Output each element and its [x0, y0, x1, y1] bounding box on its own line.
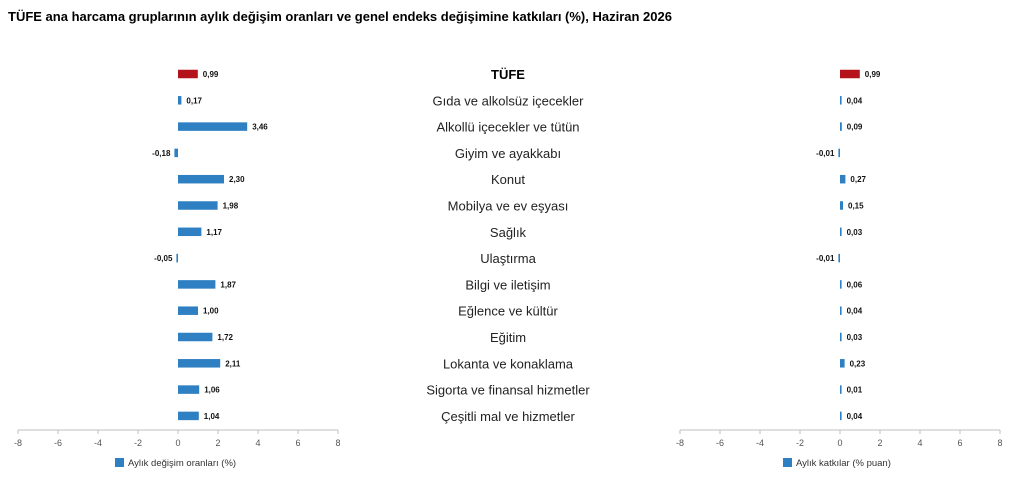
category-label: Gıda ve alkolsüz içecekler	[432, 93, 584, 109]
contribution-value-label: 0,01	[846, 385, 863, 395]
change-value-label: 1,04	[203, 411, 220, 421]
contribution-bar	[840, 201, 843, 210]
category-label: Sağlık	[489, 224, 527, 240]
category-label: Mobilya ve ev eşyası	[447, 198, 569, 214]
contribution-value-label: 0,04	[846, 96, 863, 106]
change-bar	[178, 412, 199, 421]
category-labels	[426, 67, 590, 424]
change-bar	[178, 280, 215, 289]
contribution-tick-label: 2	[877, 438, 883, 448]
contribution-value-label: 0,09	[846, 122, 863, 132]
contribution-value-label: 0,04	[846, 411, 863, 421]
change-legend-label: Aylık değişim oranları (%)	[128, 458, 237, 469]
category-label: Sigorta ve finansal hizmetler	[426, 382, 590, 398]
contribution-bar	[840, 122, 842, 131]
contribution-tick-label: -2	[795, 438, 805, 448]
change-tick-label: 4	[255, 438, 261, 448]
contribution-value-label: -0,01	[816, 254, 835, 264]
contribution-bar	[840, 280, 842, 289]
contribution-tick-label: -6	[715, 438, 725, 448]
contribution-bar	[838, 254, 840, 263]
change-bar	[178, 175, 224, 184]
left-panel-change-rates	[14, 70, 341, 469]
change-value-label: 1,98	[222, 201, 239, 211]
contribution-tick-label: -4	[755, 438, 765, 448]
change-tick-label: 2	[215, 438, 221, 448]
contribution-bar	[840, 412, 842, 421]
contribution-value-label: 0,27	[850, 175, 866, 185]
contribution-tick-label: 8	[997, 438, 1003, 448]
contribution-value-label: 0,15	[848, 201, 864, 211]
contribution-legend-swatch	[783, 458, 792, 467]
change-value-label: -0,18	[152, 148, 171, 158]
change-value-label: 1,87	[220, 280, 236, 290]
contribution-bar	[840, 175, 845, 184]
change-value-label: 0,17	[186, 96, 202, 106]
contribution-value-label: 0,03	[846, 227, 863, 237]
contribution-legend-label: Aylık katkılar (% puan)	[796, 458, 891, 469]
contribution-bar	[840, 228, 842, 237]
change-bar	[178, 385, 199, 394]
change-tick-label: -8	[13, 438, 23, 448]
contribution-value-label: 0,99	[864, 70, 881, 79]
contribution-tick-label: 0	[837, 438, 843, 448]
change-bar	[178, 201, 218, 210]
category-label: Konut	[491, 172, 525, 188]
change-value-label: 3,46	[252, 122, 268, 132]
contribution-value-label: 0,03	[846, 333, 863, 342]
change-value-label: 0,99	[202, 70, 219, 79]
contribution-bar	[840, 70, 860, 79]
change-bar	[178, 122, 247, 131]
change-tick-label: 8	[335, 438, 341, 448]
change-value-label: -0,05	[154, 254, 173, 264]
contribution-bar	[840, 385, 842, 394]
category-label: Eğitim	[489, 330, 527, 345]
category-label: TÜFE	[491, 67, 525, 82]
change-tick-label: 0	[175, 438, 181, 448]
right-panel-contributions	[676, 70, 1003, 469]
category-label: Alkollü içecekler ve tütün	[436, 119, 580, 135]
change-bar	[178, 306, 198, 315]
change-bar	[174, 149, 178, 158]
change-bar	[178, 359, 220, 368]
change-value-label: 2,11	[225, 359, 241, 369]
change-tick-label: -2	[133, 438, 143, 448]
contribution-bar	[840, 306, 842, 315]
change-bar	[178, 70, 198, 79]
contribution-bar	[840, 96, 842, 105]
change-value-label: 1,17	[206, 227, 222, 237]
change-bar	[178, 333, 212, 342]
category-label: Ulaştırma	[480, 251, 536, 267]
change-bar	[178, 96, 181, 105]
change-tick-label: -4	[93, 438, 103, 448]
category-label: Bilgi ve iletişim	[465, 277, 551, 293]
chart-title: TÜFE ana harcama gruplarının aylık değişim oranları ve genel endeks değişimine katkıları (%), Haziran 2026	[8, 9, 672, 24]
change-bar	[178, 228, 201, 237]
contribution-tick-label: -8	[675, 438, 685, 448]
category-label: Çeşitli mal ve hizmetler	[441, 408, 575, 424]
change-tick-label: 6	[295, 438, 301, 448]
contribution-bar	[840, 359, 845, 368]
change-value-label: 1,00	[203, 306, 219, 316]
change-tick-label: -6	[53, 438, 63, 448]
change-bar	[176, 254, 178, 263]
category-label: Lokanta ve konaklama	[442, 356, 574, 372]
change-legend-swatch	[115, 458, 124, 467]
category-label: Giyim ve ayakkabı	[454, 145, 562, 161]
contribution-bar	[840, 333, 842, 342]
contribution-value-label: 0,06	[846, 280, 863, 290]
change-value-label: 1,72	[217, 333, 233, 342]
change-value-label: 1,06	[204, 385, 220, 395]
contribution-tick-label: 4	[917, 438, 923, 448]
contribution-bar	[838, 149, 840, 158]
category-label: Eğlence ve kültür	[458, 303, 558, 319]
contribution-tick-label: 6	[957, 438, 963, 448]
contribution-value-label: 0,04	[846, 306, 863, 316]
contribution-value-label: 0,23	[849, 359, 866, 369]
change-value-label: 2,30	[229, 175, 245, 185]
contribution-value-label: -0,01	[816, 148, 835, 158]
